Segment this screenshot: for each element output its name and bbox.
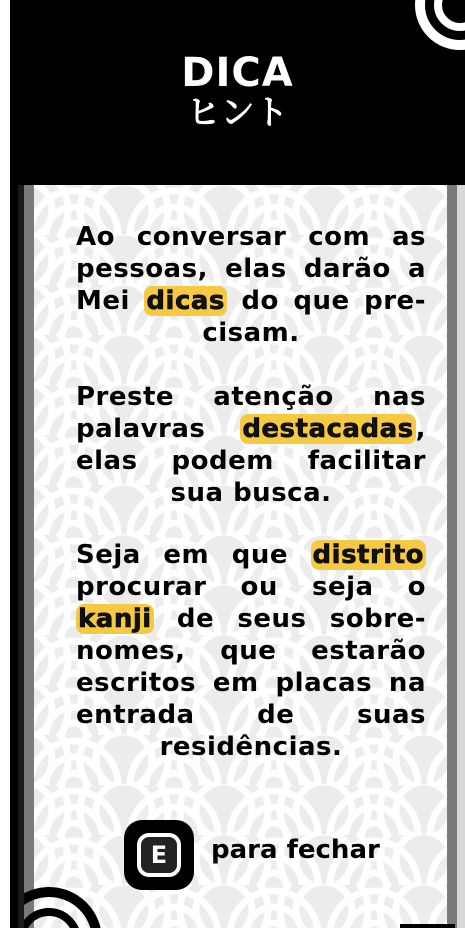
bottom-bar xyxy=(400,924,455,928)
hint-text: de seus sobre-nomes, que estarão escritos em placas na entrada de suas residências. xyxy=(76,604,426,762)
spiral-decoration-icon xyxy=(18,885,104,928)
highlighted-keyword: dicas xyxy=(146,286,225,316)
spiral-decoration-icon xyxy=(415,0,465,50)
highlighted-keyword: kanji xyxy=(78,604,152,634)
highlighted-keyword: destacadas xyxy=(242,414,414,444)
e-key-icon: E xyxy=(137,833,181,877)
hint-paragraph-3 xyxy=(76,539,426,763)
left-rail xyxy=(24,185,34,928)
right-rail-edge xyxy=(457,185,465,928)
hint-paragraph-2 xyxy=(76,381,426,509)
highlighted-keyword: distrito xyxy=(312,540,424,570)
hint-text: procurar ou seja o xyxy=(76,572,426,602)
hint-text: Ao conversar com as pessoas, elas darão a Mei xyxy=(76,222,426,316)
close-key-button[interactable] xyxy=(124,820,194,890)
hint-text: Preste atenção nas palavras xyxy=(76,382,426,444)
close-label: para fechar xyxy=(211,835,380,865)
hint-content xyxy=(18,185,465,928)
hint-text: do que pre-cisam. xyxy=(202,286,426,348)
hint-header xyxy=(10,52,465,132)
hint-title: DICA xyxy=(181,50,294,96)
hint-subtitle: ヒント xyxy=(186,93,289,133)
hint-text: Seja em que xyxy=(76,540,311,570)
hint-text: , elas podem facilitar sua busca. xyxy=(76,414,426,508)
right-rail xyxy=(447,185,457,928)
hint-panel xyxy=(10,0,465,928)
hint-paragraph-1 xyxy=(76,221,426,349)
